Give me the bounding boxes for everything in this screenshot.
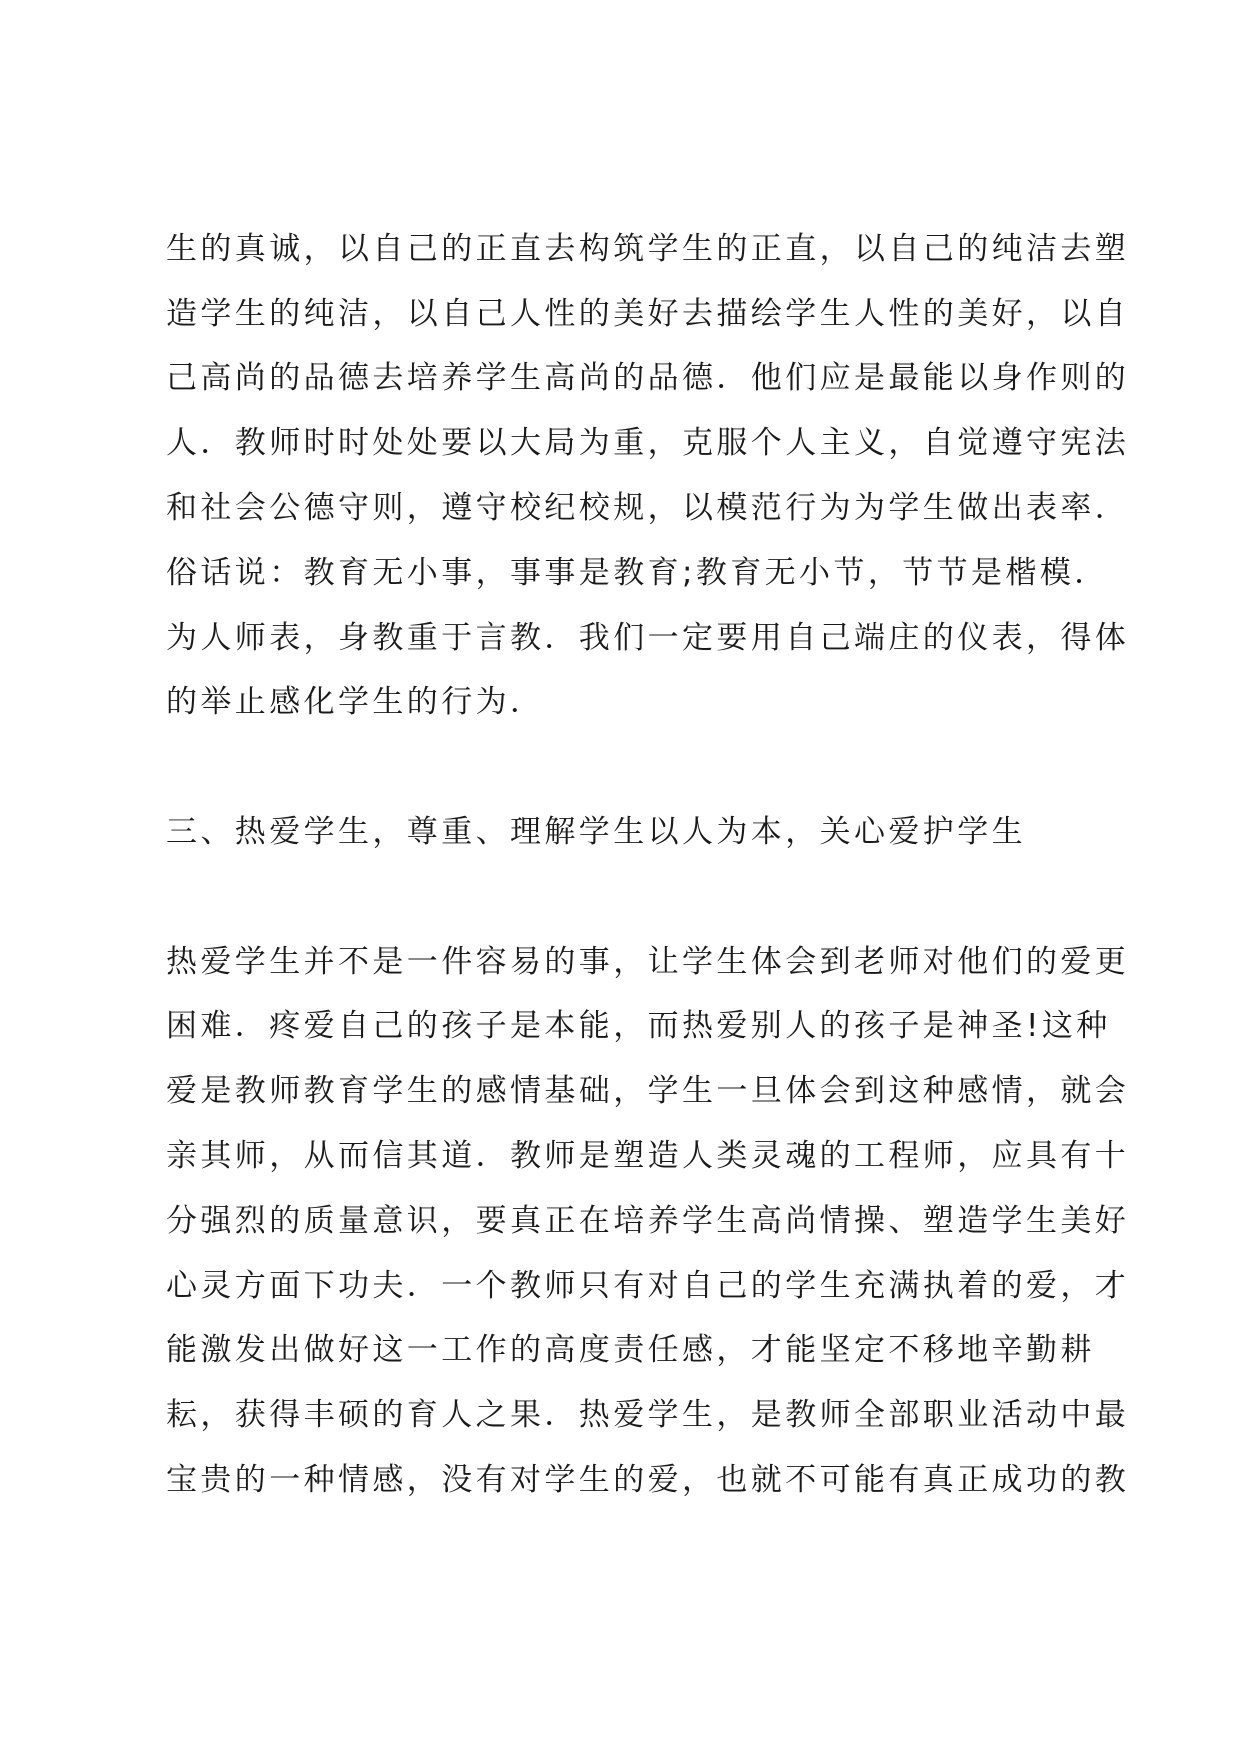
paragraph-1-line-7: 为人师表，身教重于言教．我们一定要用自己端庄的仪表，得体 <box>166 620 1130 656</box>
paragraph-2-line-5: 分强烈的质量意识，要真正在培养学生高尚情操、塑造学生美好 <box>166 1203 1130 1239</box>
paragraph-2-line-3: 爱是教师教育学生的感情基础，学生一旦体会到这种感情，就会 <box>166 1073 1130 1109</box>
paragraph-2-line-6: 心灵方面下功夫．一个教师只有对自己的学生充满执着的爱，才 <box>166 1268 1130 1304</box>
paragraph-1-line-4: 人．教师时时处处要以大局为重，克服个人主义，自觉遵守宪法 <box>166 425 1130 461</box>
paragraph-1-line-3: 己高尚的品德去培养学生高尚的品德．他们应是最能以身作则的 <box>166 360 1130 396</box>
section-heading-3: 三、热爱学生，尊重、理解学生以人为本，关心爱护学生 <box>166 814 1026 850</box>
paragraph-2-line-4: 亲其师，从而信其道．教师是塑造人类灵魂的工程师，应具有十 <box>166 1138 1130 1174</box>
paragraph-1-line-5: 和社会公德守则，遵守校纪校规，以模范行为为学生做出表率． <box>166 490 1130 526</box>
paragraph-1-line-6: 俗话说：教育无小事，事事是教育;教育无小节，节节是楷模． <box>166 555 1109 591</box>
paragraph-1-line-2: 造学生的纯洁，以自己人性的美好去描绘学生人性的美好，以自 <box>166 296 1130 332</box>
paragraph-2-line-1: 热爱学生并不是一件容易的事，让学生体会到老师对他们的爱更 <box>166 944 1130 980</box>
paragraph-1-line-1: 生的真诚，以自己的正直去构筑学生的正直，以自己的纯洁去塑 <box>166 231 1130 267</box>
paragraph-2-line-9: 宝贵的一种情感，没有对学生的爱，也就不可能有真正成功的教 <box>166 1462 1130 1498</box>
paragraph-2-line-8: 耘，获得丰硕的育人之果．热爱学生，是教师全部职业活动中最 <box>166 1397 1130 1433</box>
paragraph-2-line-7: 能激发出做好这一工作的高度责任感，才能坚定不移地辛勤耕 <box>166 1332 1095 1368</box>
paragraph-2-line-2: 困难．疼爱自己的孩子是本能，而热爱别人的孩子是神圣!这种 <box>166 1008 1111 1044</box>
paragraph-1-line-8: 的举止感化学生的行为． <box>166 684 545 720</box>
